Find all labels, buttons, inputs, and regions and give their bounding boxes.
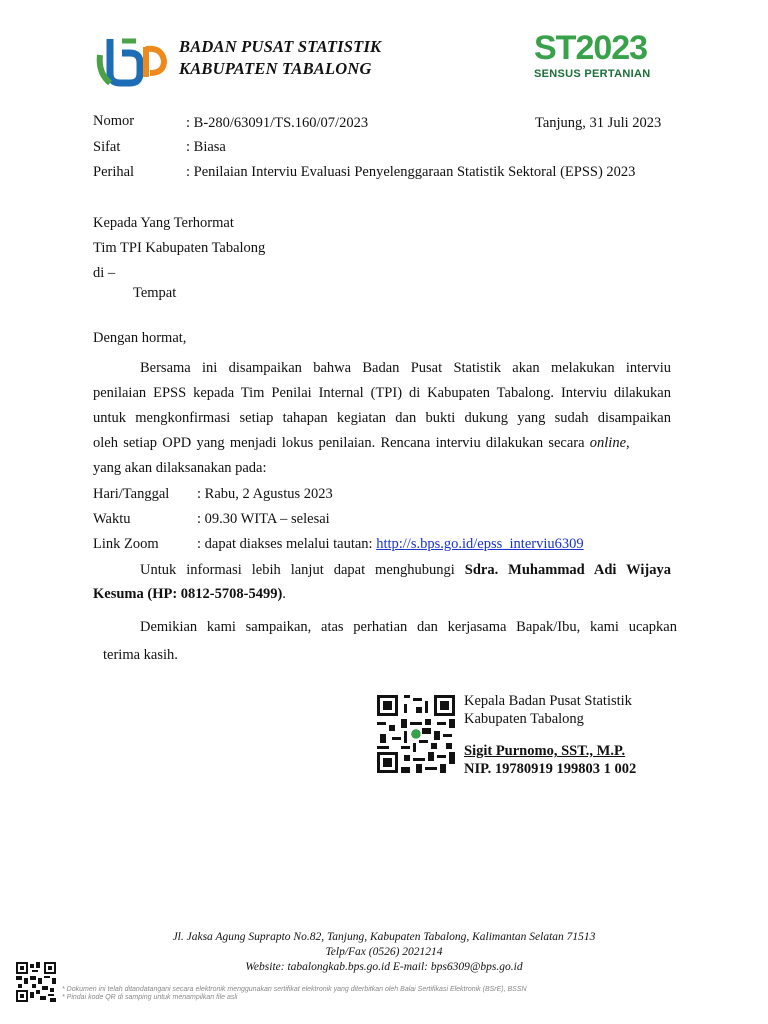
- signer-title-line1: Kepala Badan Pusat Statistik: [464, 693, 632, 709]
- waktu-value: : 09.30 WITA – selesai: [197, 511, 330, 527]
- paragraph2-period: .: [282, 586, 286, 602]
- sensus-pertanian-logo: [534, 30, 674, 82]
- paragraph1-line4-text: oleh setiap OPD yang menjadi lokus penilaian. Rencana interviu dilakukan secara: [93, 435, 590, 451]
- sifat-value: : Biasa: [186, 139, 226, 155]
- paragraph1-line4: [93, 434, 671, 452]
- st2023-mark: ST2023: [534, 29, 648, 67]
- hari-value: : Rabu, 2 Agustus 2023: [197, 486, 333, 502]
- paragraph1-line4-comma: ,: [626, 435, 630, 451]
- nomor-label: Nomor: [93, 113, 135, 129]
- perihal-value: : Penilaian Interviu Evaluasi Penyelenggaraan Statistik Sektoral (EPSS) 2023: [186, 164, 636, 180]
- nomor-value: : B-280/63091/TS.160/07/2023: [186, 115, 369, 131]
- org-name-line1: BADAN PUSAT STATISTIK: [179, 37, 382, 56]
- footer-note1: * Dokumen ini telah ditandatangani secara elektronik menggunakan sertifikat elektronik yang diterbitkan oleh Balai Sertifikasi Elektronik (BSrE), BSSN: [62, 986, 527, 993]
- footer-note2: * Pindai kode QR di samping untuk menampilkan file asli: [62, 994, 238, 1001]
- paragraph2-text: Untuk informasi lebih lanjut dapat menghubungi: [140, 562, 465, 578]
- waktu-label: Waktu: [93, 511, 131, 527]
- paragraph1-line1: Bersama ini disampaikan bahwa Badan Pusat Statistik akan melakukan interviu: [140, 360, 671, 376]
- bps-logo: [96, 33, 170, 91]
- recipient-line4: Tempat: [133, 285, 177, 301]
- footer-qr-code: [16, 962, 56, 1002]
- letter-date: Tanjung, 31 Juli 2023: [535, 115, 662, 131]
- zoom-prefix: : dapat diakses melalui tautan:: [197, 536, 377, 552]
- footer-web: Website: tabalongkab.bps.go.id E-mail: bps6309@bps.go.id: [245, 961, 523, 973]
- signer-title-line2: Kabupaten Tabalong: [464, 711, 584, 727]
- paragraph1-line3: untuk mengkonfirmasi setiap tahapan kegiatan dan bukti dukung yang sudah disampaikan: [93, 410, 671, 426]
- online-emphasis: online: [589, 435, 627, 451]
- signer-name: Sigit Purnomo, SST., M.P.: [464, 743, 626, 759]
- recipient-line1: Kepada Yang Terhormat: [93, 215, 234, 231]
- contact-name-phone: Kesuma (HP: 0812-5708-5499): [93, 586, 283, 602]
- paragraph2-line2: [93, 585, 286, 603]
- perihal-label: Perihal: [93, 164, 135, 180]
- sensus-pertanian-label: SENSUS PERTANIAN: [534, 68, 651, 80]
- paragraph3-line1: Demikian kami sampaikan, atas perhatian dan kerjasama Bapak/Ibu, kami ucapkan: [140, 619, 677, 635]
- contact-name: Sdra. Muhammad Adi Wijaya: [464, 562, 671, 578]
- recipient-line3: di –: [93, 265, 116, 281]
- signer-nip: NIP. 19780919 199803 1 002: [464, 761, 637, 777]
- zoom-row: [197, 535, 584, 553]
- hari-label: Hari/Tanggal: [93, 486, 170, 502]
- greeting: Dengan hormat,: [93, 330, 187, 346]
- footer-phone: Telp/Fax (0526) 2021214: [325, 946, 443, 958]
- footer-address: Jl. Jaksa Agung Suprapto No.82, Tanjung, Kabupaten Tabalong, Kalimantan Selatan 71513: [172, 931, 596, 943]
- zoom-link[interactable]: http://s.bps.go.id/epss_interviu6309: [376, 536, 584, 552]
- org-name-line2: KABUPATEN TABALONG: [179, 59, 372, 78]
- paragraph1-line2: penilaian EPSS kepada Tim Penilai Internal (TPI) di Kabupaten Tabalong. Interviu dilakukan: [93, 385, 671, 401]
- zoom-label: Link Zoom: [93, 536, 159, 552]
- sifat-label: Sifat: [93, 139, 121, 155]
- paragraph1-line5: yang akan dilaksanakan pada:: [93, 460, 267, 476]
- paragraph2-line1: [140, 561, 671, 579]
- recipient-line2: Tim TPI Kabupaten Tabalong: [93, 240, 266, 256]
- paragraph3-line2: terima kasih.: [103, 647, 178, 663]
- signature-qr-code: [377, 695, 455, 773]
